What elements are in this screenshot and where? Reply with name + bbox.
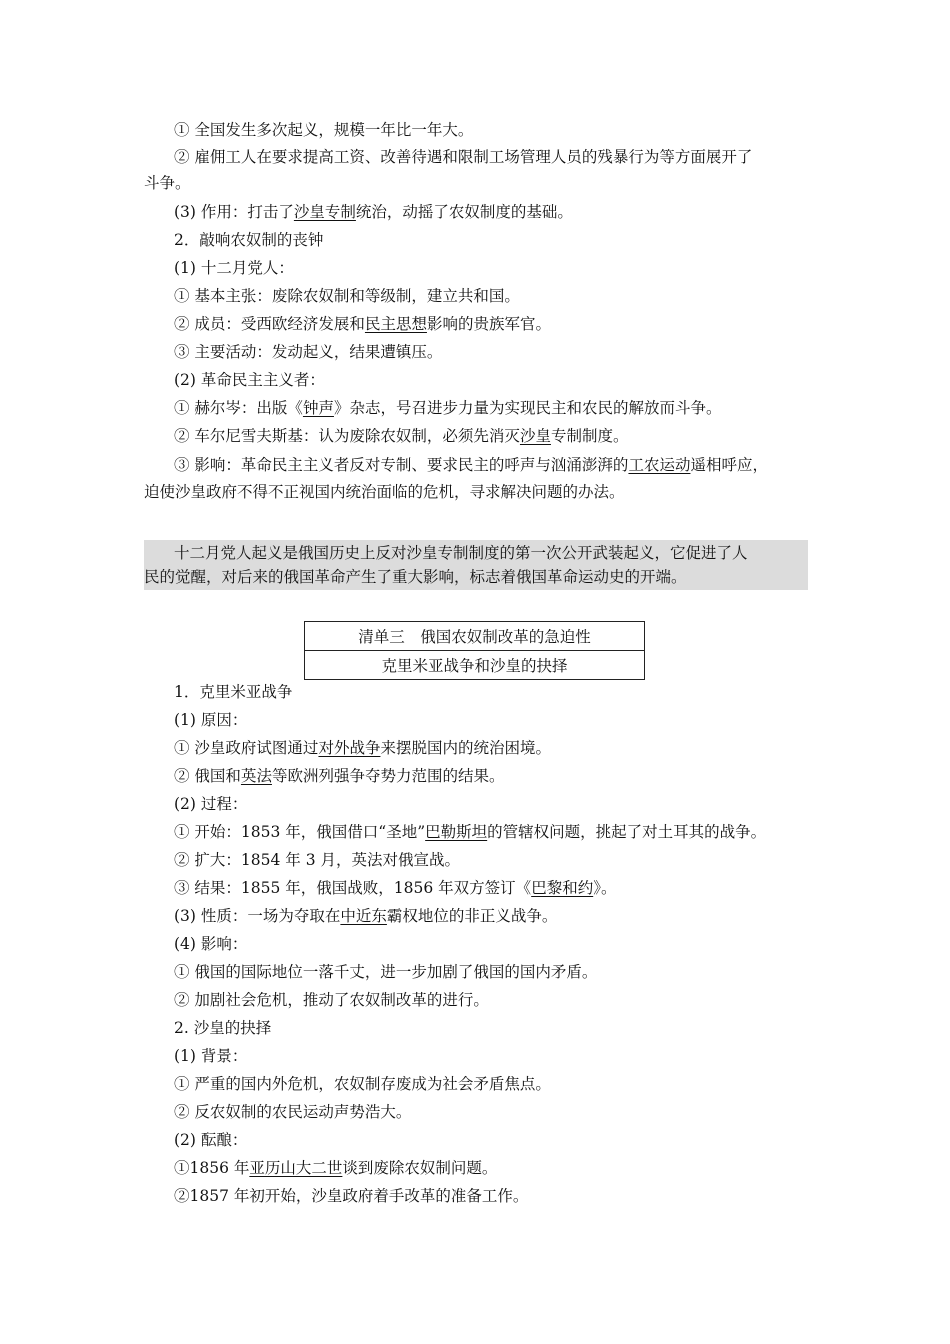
text-line: (3) 性质：一场为夺取在中近东霸权地位的非正义战争。 bbox=[174, 907, 558, 925]
note-line: 民的觉醒，对后来的俄国革命产生了重大影响，标志着俄国革命运动史的开端。 bbox=[144, 568, 687, 586]
underlined-term: 巴黎和约 bbox=[531, 879, 594, 897]
text-line: ① 沙皇政府试图通过对外战争来摆脱国内的统治困境。 bbox=[174, 739, 551, 757]
section-heading: 2．敲响农奴制的丧钟 bbox=[174, 231, 324, 249]
text-line: (2) 革命民主主义者： bbox=[174, 371, 325, 389]
text-line: ② 扩大：1854 年 3 月，英法对俄宣战。 bbox=[174, 851, 461, 869]
section-heading: 2. 沙皇的抉择 bbox=[174, 1019, 272, 1037]
underlined-term: 钟声 bbox=[302, 399, 334, 417]
text-line: ② 雇佣工人在要求提高工资、改善待遇和限制工场管理人员的残暴行为等方面展开了 bbox=[174, 148, 753, 166]
text-line: (4) 影响： bbox=[174, 935, 248, 953]
underlined-term: 沙皇 bbox=[519, 427, 551, 445]
text-line: ③ 影响：革命民主主义者反对专制、要求民主的呼声与汹涌澎湃的工农运动遥相呼应， bbox=[174, 456, 768, 474]
note-line: 十二月党人起义是俄国历史上反对沙皇专制制度的第一次公开武装起义，它促进了人 bbox=[174, 544, 748, 562]
underlined-term: 工农运动 bbox=[628, 456, 691, 474]
text-line: ② 成员：受西欧经济发展和民主思想影响的贵族军官。 bbox=[174, 315, 551, 333]
underlined-term: 中近东 bbox=[340, 907, 387, 925]
text-line: ① 全国发生多次起义，规模一年比一年大。 bbox=[174, 121, 474, 139]
text-line: ① 赫尔岑：出版《钟声》杂志，号召进步力量为实现民主和农民的解放而斗争。 bbox=[174, 399, 722, 417]
text-line: ② 反农奴制的农民运动声势浩大。 bbox=[174, 1103, 412, 1121]
underlined-term: 英法 bbox=[240, 767, 272, 785]
list-subtitle: 克里米亚战争和沙皇的抉择 bbox=[305, 651, 645, 680]
text-line: ①1856 年亚历山大二世谈到废除农奴制问题。 bbox=[174, 1159, 498, 1177]
underlined-term: 亚历山大二世 bbox=[249, 1159, 343, 1177]
underlined-term: 对外战争 bbox=[318, 739, 381, 757]
underlined-term: 沙皇专制 bbox=[293, 203, 356, 221]
section-heading: 1．克里米亚战争 bbox=[174, 683, 293, 701]
text-line: (1) 原因： bbox=[174, 711, 248, 729]
text-line: (1) 十二月党人： bbox=[174, 259, 294, 277]
underlined-term: 民主思想 bbox=[364, 315, 427, 333]
text-line: ③ 主要活动：发动起义，结果遭镇压。 bbox=[174, 343, 443, 361]
text-line: (1) 背景： bbox=[174, 1047, 248, 1065]
highlight-note bbox=[144, 540, 808, 590]
list-title: 清单三 俄国农奴制改革的急迫性 bbox=[305, 622, 645, 651]
text-line: ② 车尔尼雪夫斯基：认为废除农奴制，必须先消灭沙皇专制制度。 bbox=[174, 427, 629, 445]
text-line: ① 俄国的国际地位一落千丈，进一步加剧了俄国的国内矛盾。 bbox=[174, 963, 598, 981]
text-line: (2) 过程： bbox=[174, 795, 248, 813]
text-line: 迫使沙皇政府不得不正视国内统治面临的危机，寻求解决问题的办法。 bbox=[144, 483, 625, 501]
text-line: ② 加剧社会危机，推动了农奴制改革的进行。 bbox=[174, 991, 489, 1009]
text-line: ① 开始：1853 年，俄国借口“圣地”巴勒斯坦的管辖权问题，挑起了对土耳其的战争。 bbox=[174, 823, 767, 841]
text-line: ③ 结果：1855 年，俄国战败，1856 年双方签订《巴黎和约》。 bbox=[174, 879, 617, 897]
text-line: ① 严重的国内外危机，农奴制存废成为社会矛盾焦点。 bbox=[174, 1075, 551, 1093]
text-line: 斗争。 bbox=[144, 174, 191, 192]
text-line: (3) 作用：打击了沙皇专制统治，动摇了农奴制度的基础。 bbox=[174, 203, 573, 221]
text-line: ① 基本主张：废除农奴制和等级制，建立共和国。 bbox=[174, 287, 520, 305]
text-line: ② 俄国和英法等欧洲列强争夺势力范围的结果。 bbox=[174, 767, 505, 785]
text-line: (2) 酝酿： bbox=[174, 1131, 248, 1149]
section-title-box bbox=[304, 621, 645, 680]
underlined-term: 巴勒斯坦 bbox=[425, 823, 488, 841]
text-line: ②1857 年初开始，沙皇政府着手改革的准备工作。 bbox=[174, 1187, 529, 1205]
